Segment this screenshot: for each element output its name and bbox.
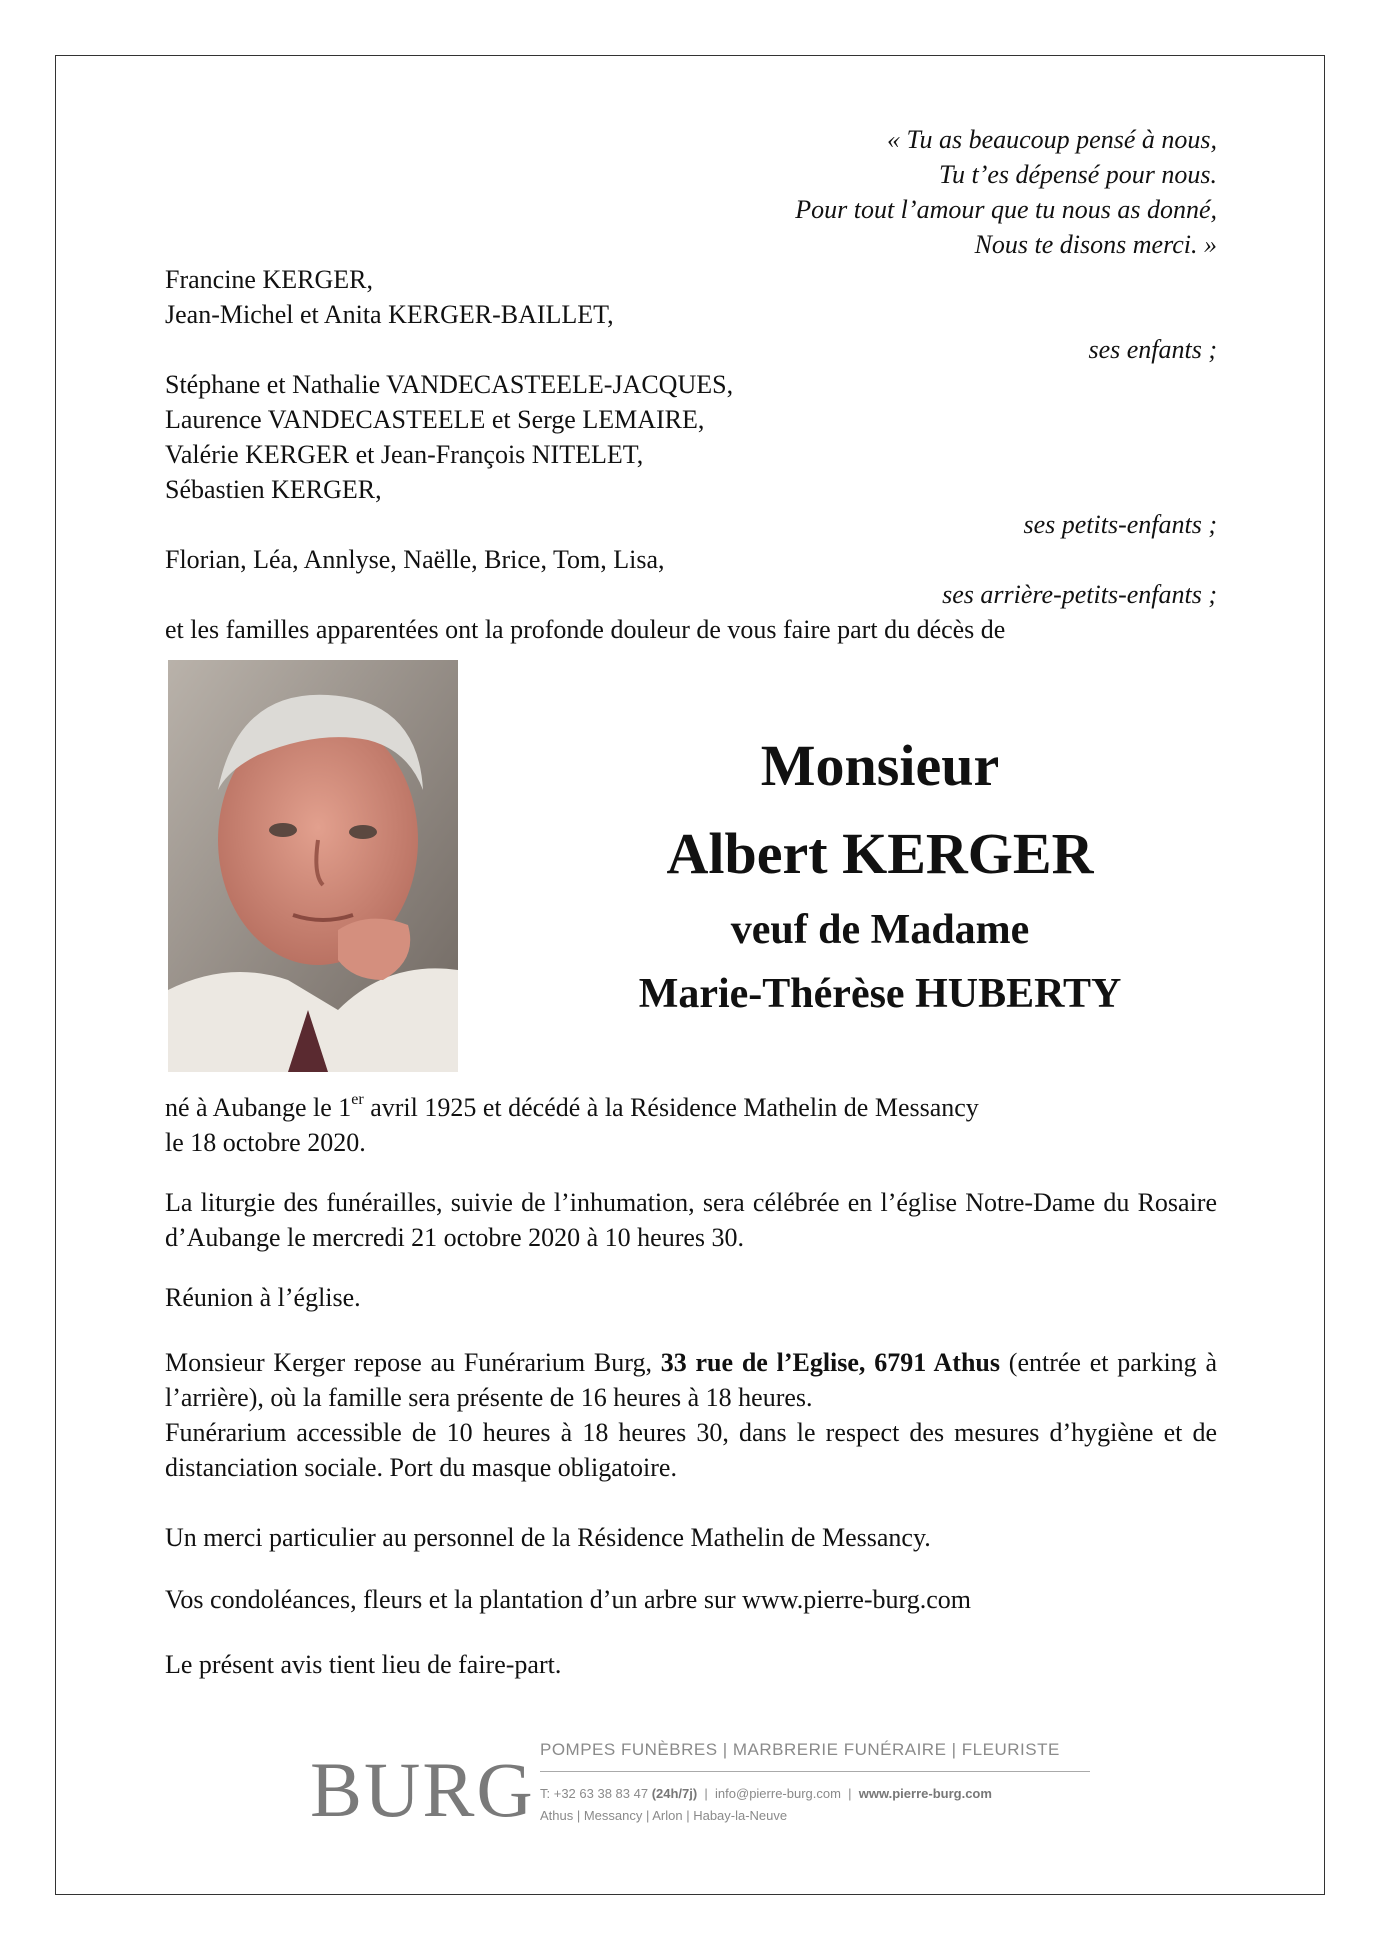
widow-of-label: veuf de Madame xyxy=(730,907,1030,953)
thanks-paragraph: Un merci particulier au personnel de la Résidence Mathelin de Messancy. xyxy=(165,1523,931,1552)
birth-death-paragraph xyxy=(165,1090,1217,1160)
quote-line: Tu t’es dépensé pour nous. xyxy=(938,160,1217,189)
family-name: Laurence VANDECASTEELE et Serge LEMAIRE, xyxy=(165,405,705,434)
phone-number: T: +32 63 38 83 47 xyxy=(540,1786,649,1801)
family-name: Francine KERGER, xyxy=(165,265,373,294)
deceased-title: Monsieur xyxy=(760,733,1000,798)
deceased-name: Albert KERGER xyxy=(666,821,1094,886)
funeral-home-footer xyxy=(310,1735,1090,1855)
reunion-paragraph: Réunion à l’église. xyxy=(165,1283,361,1312)
relation-label: ses petits-enfants ; xyxy=(1023,510,1217,539)
great-grandchildren-block xyxy=(165,542,1217,612)
relation-label: ses enfants ; xyxy=(1088,335,1217,364)
family-name: Jean-Michel et Anita KERGER-BAILLET, xyxy=(165,300,614,329)
portrait-photo xyxy=(168,660,458,1072)
repose-paragraph xyxy=(165,1345,1217,1485)
email-address: info@pierre-burg.com xyxy=(715,1786,841,1801)
condolences-paragraph: Vos condoléances, fleurs et la plantation d’un arbre sur www.pierre-burg.com xyxy=(165,1585,971,1614)
repose-text: Monsieur Kerger repose au Funérarium Burg, xyxy=(165,1348,661,1377)
death-date: le 18 octobre 2020. xyxy=(165,1128,366,1157)
family-name: Valérie KERGER et Jean-François NITELET, xyxy=(165,440,644,469)
family-name: Stéphane et Nathalie VANDECASTEELE-JACQUES, xyxy=(165,370,734,399)
grandchildren-block xyxy=(165,367,1217,542)
families-announcement: et les familles apparentées ont la profonde douleur de vous faire part du décès de xyxy=(165,615,1006,644)
quote-line: Pour tout l’amour que tu nous as donné, xyxy=(795,195,1217,224)
epitaph-quote xyxy=(165,122,1217,262)
family-name: Florian, Léa, Annlyse, Naëlle, Brice, Tom, Lisa, xyxy=(165,545,665,574)
phone-hours: (24h/7j) xyxy=(651,1786,698,1801)
liturgy-paragraph: La liturgie des funérailles, suivie de l’inhumation, sera célébrée en l’église Notre-Dame du Rosaire d’Aubange le mercredi 21 octobre 2020 à 10 heures 30. xyxy=(165,1188,1217,1252)
services-line: POMPES FUNÈBRES | MARBRERIE FUNÉRAIRE | FLEURISTE xyxy=(540,1735,1090,1772)
contact-line: T: +32 63 38 83 47 (24h/7j) | info@pierre-burg.com | www.pierre-burg.com xyxy=(540,1786,992,1801)
notice-paragraph: Le présent avis tient lieu de faire-part. xyxy=(165,1650,562,1679)
ordinal-suffix: er xyxy=(351,1091,364,1109)
visiting-hours: Funérarium accessible de 10 heures à 18 heures 30, dans le respect des mesures d’hygiène et de distanciation sociale. Port du masque obligatoire. xyxy=(165,1418,1217,1482)
family-name: Sébastien KERGER, xyxy=(165,475,382,504)
birth-text: né à Aubange le 1 xyxy=(165,1093,352,1122)
locations-line: Athus | Messancy | Arlon | Habay-la-Neuve xyxy=(540,1808,788,1823)
funeral-home-address: 33 rue de l’Eglise, 6791 Athus xyxy=(660,1348,1001,1377)
quote-line: Nous te disons merci. » xyxy=(974,230,1217,259)
quote-line: « Tu as beaucoup pensé à nous, xyxy=(886,125,1217,154)
funeral-home-info xyxy=(540,1735,1090,1826)
burg-logo-text: BURG xyxy=(310,1746,535,1833)
birth-text: avril 1925 et décédé à la Résidence Mathelin de Messancy xyxy=(363,1093,979,1122)
website-link: www.pierre-burg.com xyxy=(858,1786,992,1801)
repose-text: (entrée et parking à l’arrière), où la famille sera présente de 16 heures à 18 heures. xyxy=(165,1348,1217,1412)
spouse-name: Marie-Thérèse HUBERTY xyxy=(638,971,1122,1017)
burg-logo xyxy=(310,1735,535,1840)
relation-label: ses arrière-petits-enfants ; xyxy=(942,580,1217,609)
children-block xyxy=(165,262,1217,367)
deceased-name-block xyxy=(560,722,1200,1026)
